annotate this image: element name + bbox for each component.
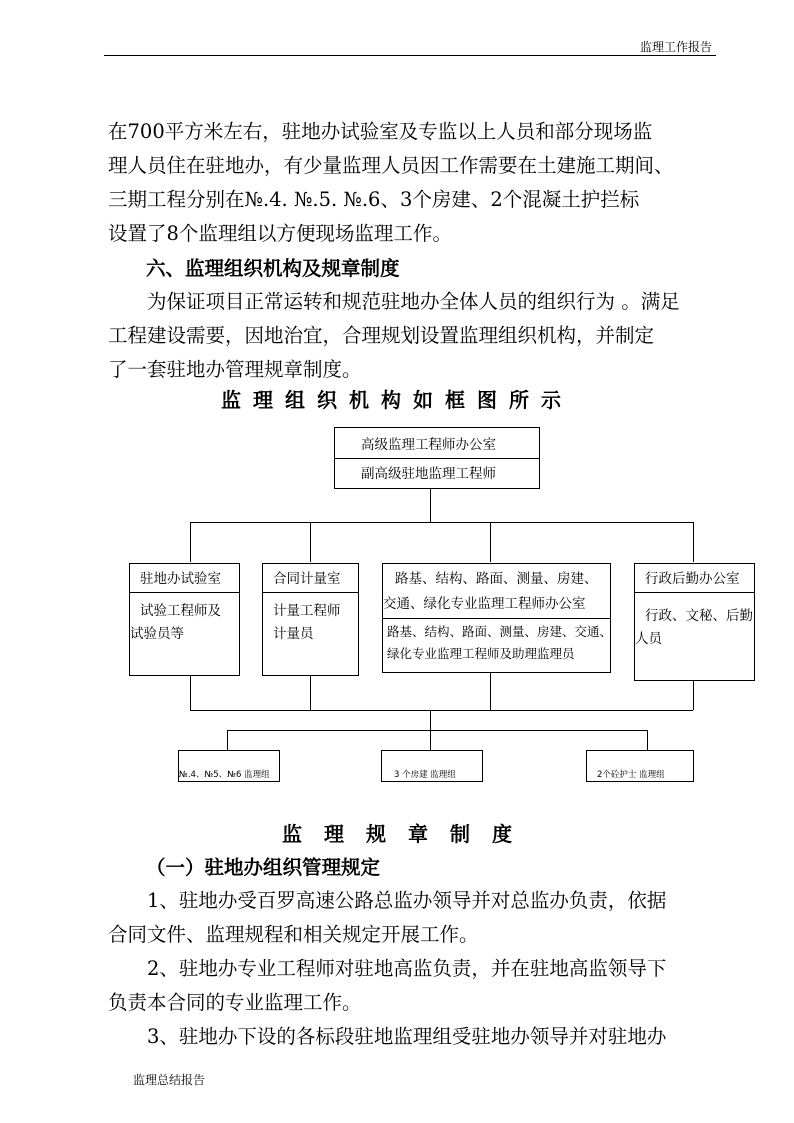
connector xyxy=(227,730,647,731)
box-line: 2个砼护士 监理组 xyxy=(597,770,665,780)
org-box-specialty xyxy=(382,563,611,673)
box-title: 行政后勤办公室 xyxy=(645,571,740,587)
box-title: 交通、绿化专业监理工程师办公室 xyxy=(383,596,586,612)
box-line: 试验工程师及 xyxy=(140,603,221,619)
connector xyxy=(490,672,491,710)
connector xyxy=(693,680,694,710)
connector xyxy=(490,522,491,562)
page-header: 监理工作报告 xyxy=(639,40,712,54)
org-chart-title: 监理组织机构如框图所示 xyxy=(221,388,573,412)
connector xyxy=(430,488,431,522)
org-box-lab xyxy=(129,563,240,676)
box-title: 合同计量室 xyxy=(273,571,341,587)
box-divider xyxy=(130,592,239,593)
connector xyxy=(430,730,431,750)
box-line: 人员 xyxy=(635,631,662,647)
title-char: 制 xyxy=(450,822,492,846)
connector xyxy=(190,675,191,710)
connector xyxy=(693,522,694,562)
org-box-group xyxy=(178,750,280,782)
subheading: （一）驻地办组织管理规定 xyxy=(146,856,381,879)
org-box-contract xyxy=(262,563,359,676)
org-box-senior-office xyxy=(334,427,540,489)
regulations-title xyxy=(0,818,794,847)
connector xyxy=(227,730,228,750)
box-line: 路基、结构、路面、测量、房建、交通、 xyxy=(387,624,613,639)
header-rule xyxy=(104,55,716,56)
box-line: 计量工程师 xyxy=(273,603,341,619)
text-line: 设置了8个监理组以方便现场监理工作。 xyxy=(108,222,452,245)
box-divider xyxy=(335,458,539,459)
intro-paragraph xyxy=(108,115,712,251)
org-box-group xyxy=(381,750,483,782)
connector xyxy=(310,675,311,710)
box-line: 行政、文秘、后勤 xyxy=(645,608,753,624)
text-line: 合同文件、监理规程和相关规定开展工作。 xyxy=(108,923,479,946)
connector xyxy=(190,522,191,562)
title-char: 理 xyxy=(324,822,366,846)
box-divider xyxy=(263,592,358,593)
section6-paragraph xyxy=(108,285,712,387)
text-line: 三期工程分别在№.4. №.5. №.6、3个房建、2个混凝土护拦标 xyxy=(108,188,640,211)
text-line: 在700平方米左右，驻地办试验室及专监以上人员和部分现场监 xyxy=(108,120,653,143)
title-char: 度 xyxy=(492,822,512,846)
connector xyxy=(190,522,693,523)
text-line: 了一套驻地办管理规章制度。 xyxy=(108,358,362,381)
box-line: 高级监理工程师办公室 xyxy=(361,437,496,453)
box-line: 3 个房建 监理组 xyxy=(394,770,456,780)
connector xyxy=(430,710,431,730)
regulations-paragraph xyxy=(108,884,712,1054)
box-line: №.4、№5、№6 监理组 xyxy=(179,770,270,780)
box-divider xyxy=(635,592,754,593)
connector xyxy=(647,730,648,750)
box-title: 驻地办试验室 xyxy=(140,571,221,587)
box-divider xyxy=(383,618,610,619)
text-line: 1、驻地办受百罗高速公路总监办领导并对总监办负责，依据 xyxy=(147,889,667,912)
page-footer: 监理总结报告 xyxy=(133,1073,206,1087)
title-char: 监 xyxy=(282,822,324,846)
box-title: 路基、结构、路面、测量、房建、 xyxy=(395,571,598,587)
org-box-group xyxy=(586,750,694,782)
title-char: 规 xyxy=(366,822,408,846)
connector xyxy=(190,710,693,711)
text-line: 工程建设需要，因地治宜，合理规划设置监理组织机构，并制定 xyxy=(108,324,655,347)
text-line: 3、驻地办下设的各标段驻地监理组受驻地办领导并对驻地办 xyxy=(147,1025,667,1048)
box-line: 试验员等 xyxy=(130,626,184,642)
box-line: 计量员 xyxy=(273,626,314,642)
box-line: 副高级驻地监理工程师 xyxy=(361,466,496,482)
box-line: 绿化专业监理工程师及助理监理员 xyxy=(387,646,575,661)
org-box-admin xyxy=(634,563,755,681)
text-line: 为保证项目正常运转和规范驻地办全体人员的组织行为 。满足 xyxy=(147,290,680,313)
title-char: 章 xyxy=(408,822,450,846)
text-line: 2、驻地办专业工程师对驻地高监负责，并在驻地高监领导下 xyxy=(147,957,667,980)
connector xyxy=(310,522,311,562)
text-line: 理人员住在驻地办，有少量监理人员因工作需要在土建施工期间、 xyxy=(108,154,674,177)
section-heading: 六、监理组织机构及规章制度 xyxy=(146,257,400,280)
text-line: 负责本合同的专业监理工作。 xyxy=(108,991,362,1014)
